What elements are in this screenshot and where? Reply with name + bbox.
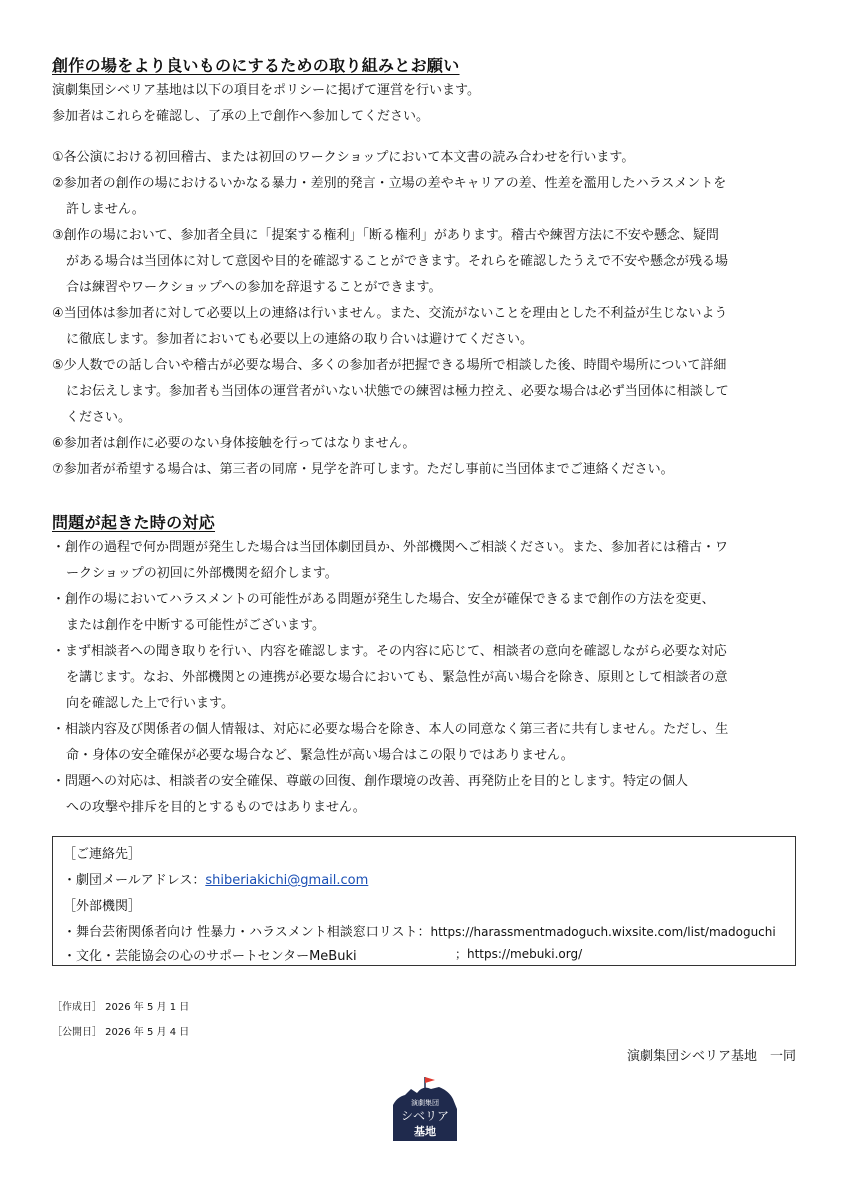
response-item-line: 向を確認した上で行います。 bbox=[66, 696, 234, 711]
logo-small-text: 演劇集団 bbox=[411, 1099, 439, 1107]
response-item-line: ・問題への対応は、相談者の安全確保、尊厳の回復、創作環境の改善、再発防止を目的とします。特定の個人 bbox=[52, 774, 688, 789]
contact-box bbox=[52, 836, 796, 966]
logo-main-text: シベリア bbox=[400, 1109, 450, 1123]
published-date: ［公開日］ 2026 年 5 月 4 日 bbox=[52, 1027, 190, 1038]
policy-item-line: ⑤少人数での話し合いや稽古が必要な場合、多くの参加者が把握できる場所で相談した後、時間や場所について詳細 bbox=[52, 358, 727, 373]
external-org-2 bbox=[63, 945, 583, 964]
policy-item-line: にお伝えします。参加者も当団体の運営者がいない状態での練習は極力控え、必要な場合は必ず当団体に相談して bbox=[66, 384, 729, 399]
response-item-line: ークショップの初回に外部機関を紹介します。 bbox=[66, 566, 338, 581]
logo-sub-text: 基地 bbox=[414, 1125, 436, 1138]
response-item-line: ・創作の過程で何か問題が発生した場合は当団体劇団員か、外部機関へご相談ください。また、参加者には稽古・ワ bbox=[52, 540, 729, 555]
policy-item-4 bbox=[52, 301, 812, 353]
policy-item-line: ④当団体は参加者に対して必要以上の連絡は行いません。また、交流がないことを理由とした不利益が生じないよう bbox=[52, 306, 728, 321]
policy-item-7 bbox=[52, 457, 812, 483]
created-date: ［作成日］ 2026 年 5 月 1 日 bbox=[52, 1002, 190, 1013]
policy-item-line: に徹底します。参加者においても必要以上の連絡の取り合いは避けてください。 bbox=[66, 332, 533, 347]
policy-item-line: ください。 bbox=[66, 410, 132, 425]
policy-item-line: ③創作の場において、参加者全員に「提案する権利」「断る権利」があります。稽古や練習方法に不安や懸念、疑問 bbox=[52, 228, 719, 243]
response-item-line: を講じます。なお、外部機関との連携が必要な場合においても、緊急性が高い場合を除き、原則として相談者の意 bbox=[66, 670, 728, 685]
policy-item-line: ①各公演における初回稽古、または初回のワークショップにおいて本文書の読み合わせを行います。 bbox=[52, 150, 635, 165]
response-item-3 bbox=[52, 639, 812, 717]
response-item-1 bbox=[52, 535, 812, 587]
response-item-line: ・相談内容及び関係者の個人情報は、対応に必要な場合を除き、本人の同意なく第三者に共有しません。ただし、生 bbox=[52, 722, 729, 737]
response-item-line: ・創作の場においてハラスメントの可能性がある問題が発生した場合、安全が確保できるまで創作の方法を変更、 bbox=[52, 592, 715, 607]
response-list bbox=[52, 535, 812, 821]
logo-icon bbox=[387, 1075, 461, 1143]
response-item-line: ・まず相談者への聞き取りを行い、内容を確認します。その内容に応じて、相談者の意向を確認しながら必要な対応 bbox=[52, 644, 727, 659]
policy-item-line: がある場合は当団体に対して意図や目的を確認することができます。それらを確認したうえで不安や懸念が残る場 bbox=[66, 254, 728, 269]
policy-item-5 bbox=[52, 353, 812, 431]
section-title-policy: 創作の場をより良いものにするための取り組みとお願い bbox=[52, 56, 460, 75]
policy-intro bbox=[52, 78, 812, 130]
policy-item-line: 合は練習やワークショップへの参加を辞退することができます。 bbox=[66, 280, 442, 295]
external-heading: ［外部機関］ bbox=[63, 899, 142, 914]
external-org-2-label: ・文化・芸能協会の心のサポートセンターMeBuki bbox=[63, 949, 357, 964]
policy-item-1 bbox=[52, 145, 812, 171]
external-org-1 bbox=[63, 921, 776, 940]
response-item-4 bbox=[52, 717, 812, 769]
external-org-1-label: ・舞台芸術関係者向け 性暴力・ハラスメント相談窓口リスト： bbox=[63, 925, 431, 940]
policy-item-line: 許しません。 bbox=[66, 202, 145, 217]
signature: 演劇集団シベリア基地 一同 bbox=[626, 1049, 796, 1064]
response-item-line: 命・身体の安全確保が必要な場合など、緊急性が高い場合はこの限りではありません。 bbox=[66, 748, 574, 763]
external-org-2-url[interactable]: ；https://mebuki.org/ bbox=[455, 947, 583, 961]
email-link[interactable]: shiberiakichi@gmail.com bbox=[205, 873, 369, 888]
policy-item-3 bbox=[52, 223, 812, 301]
contact-heading: ［ご連絡先］ bbox=[63, 847, 142, 862]
policy-item-line: ②参加者の創作の場におけるいかなる暴力・差別的発言・立場の差やキャリアの差、性差を濫用したハラスメントを bbox=[52, 176, 727, 191]
policy-item-line: ⑦参加者が希望する場合は、第三者の同席・見学を許可します。ただし事前に当団体までご連絡ください。 bbox=[52, 462, 674, 477]
troupe-logo bbox=[387, 1075, 461, 1143]
policy-item-2 bbox=[52, 171, 812, 223]
email-label: ・劇団メールアドレス： bbox=[63, 873, 206, 888]
policy-item-6 bbox=[52, 431, 812, 457]
response-item-line: への攻撃や排斥を目的とするものではありません。 bbox=[66, 800, 366, 815]
email-row bbox=[63, 869, 368, 888]
response-item-2 bbox=[52, 587, 812, 639]
section-title-response: 問題が起きた時の対応 bbox=[52, 513, 216, 532]
external-org-1-url[interactable]: https://harassmentmadoguch.wixsite.com/list/madoguchi bbox=[430, 925, 776, 939]
response-item-5 bbox=[52, 769, 812, 821]
policy-list bbox=[52, 145, 812, 483]
intro-line: 参加者はこれらを確認し、了承の上で創作へ参加してください。 bbox=[52, 109, 430, 124]
policy-item-line: ⑥参加者は創作に必要のない身体接触を行ってはなりません。 bbox=[52, 436, 416, 451]
response-item-line: または創作を中断する可能性がございます。 bbox=[66, 618, 325, 633]
intro-line: 演劇集団シベリア基地は以下の項目をポリシーに掲げて運営を行います。 bbox=[52, 83, 480, 98]
